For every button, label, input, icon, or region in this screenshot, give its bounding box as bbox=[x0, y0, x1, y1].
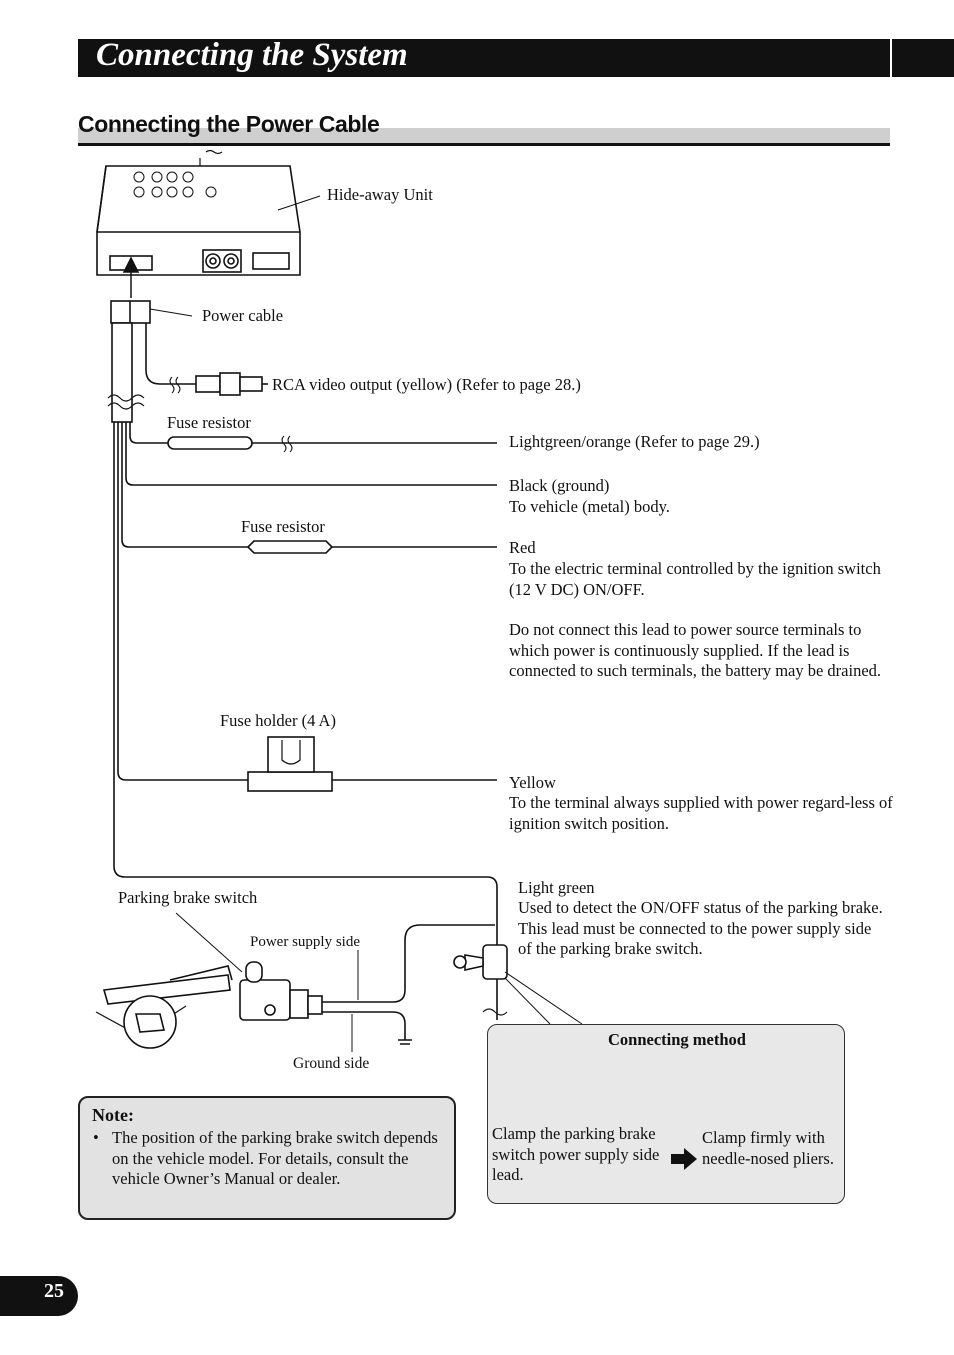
fuse-resistor-label-1: Fuse resistor bbox=[167, 413, 251, 432]
fuse-resistor-label-2: Fuse resistor bbox=[241, 517, 325, 536]
page-number: 25 bbox=[44, 1280, 64, 1302]
hide-away-unit-illustration bbox=[97, 151, 320, 276]
ground-side-label: Ground side bbox=[293, 1055, 370, 1072]
light-green-lead-title: Light green bbox=[518, 878, 595, 897]
note-text: The position of the parking brake switch depends on the vehicle model. For details, consult the vehicle Owner’s Manual or dealer. bbox=[112, 1128, 438, 1189]
lightgreen-orange-label: Lightgreen/orange (Refer to page 29.) bbox=[509, 432, 760, 451]
page-number-tab bbox=[0, 1276, 78, 1316]
connecting-method-title: Connecting method bbox=[608, 1030, 746, 1049]
rca-output-label: RCA video output (yellow) (Refer to page 28.) bbox=[272, 375, 581, 394]
right-arrow-icon bbox=[671, 1148, 697, 1170]
red-lead-desc: To the electric terminal controlled by the ignition switch (12 V DC) ON/OFF. bbox=[509, 559, 881, 599]
section-title: Connecting the Power Cable bbox=[78, 111, 380, 137]
fuse-holder-label: Fuse holder (4 A) bbox=[220, 711, 336, 730]
power-supply-side-label: Power supply side bbox=[250, 934, 360, 950]
connecting-method-step-2: Clamp firmly with needle-nosed pliers. bbox=[702, 1128, 834, 1168]
yellow-lead-desc: To the terminal always supplied with power regard-less of ignition switch position. bbox=[509, 793, 893, 833]
power-cable-label: Power cable bbox=[202, 306, 284, 325]
note-bullet: • bbox=[93, 1128, 99, 1147]
black-lead-desc: To vehicle (metal) body. bbox=[509, 497, 670, 516]
connecting-method-step-1: Clamp the parking brake switch power supply side lead. bbox=[492, 1124, 660, 1185]
black-lead-title: Black (ground) bbox=[509, 476, 610, 495]
chapter-title: Connecting the System bbox=[96, 37, 408, 73]
hide-away-unit-label: Hide-away Unit bbox=[327, 185, 433, 204]
light-green-lead-desc: Used to detect the ON/OFF status of the parking brake. This lead must be connected to the power supply side of the parking brake switch. bbox=[518, 898, 883, 959]
yellow-lead-title: Yellow bbox=[509, 773, 556, 792]
red-lead-warning: Do not connect this lead to power source terminals to which power is continuously supplied. If the lead is connected to such terminals, the battery may be drained. bbox=[509, 620, 882, 681]
note-title: Note: bbox=[92, 1105, 134, 1125]
red-lead-title: Red bbox=[509, 538, 536, 557]
parking-brake-switch-label: Parking brake switch bbox=[118, 888, 258, 907]
